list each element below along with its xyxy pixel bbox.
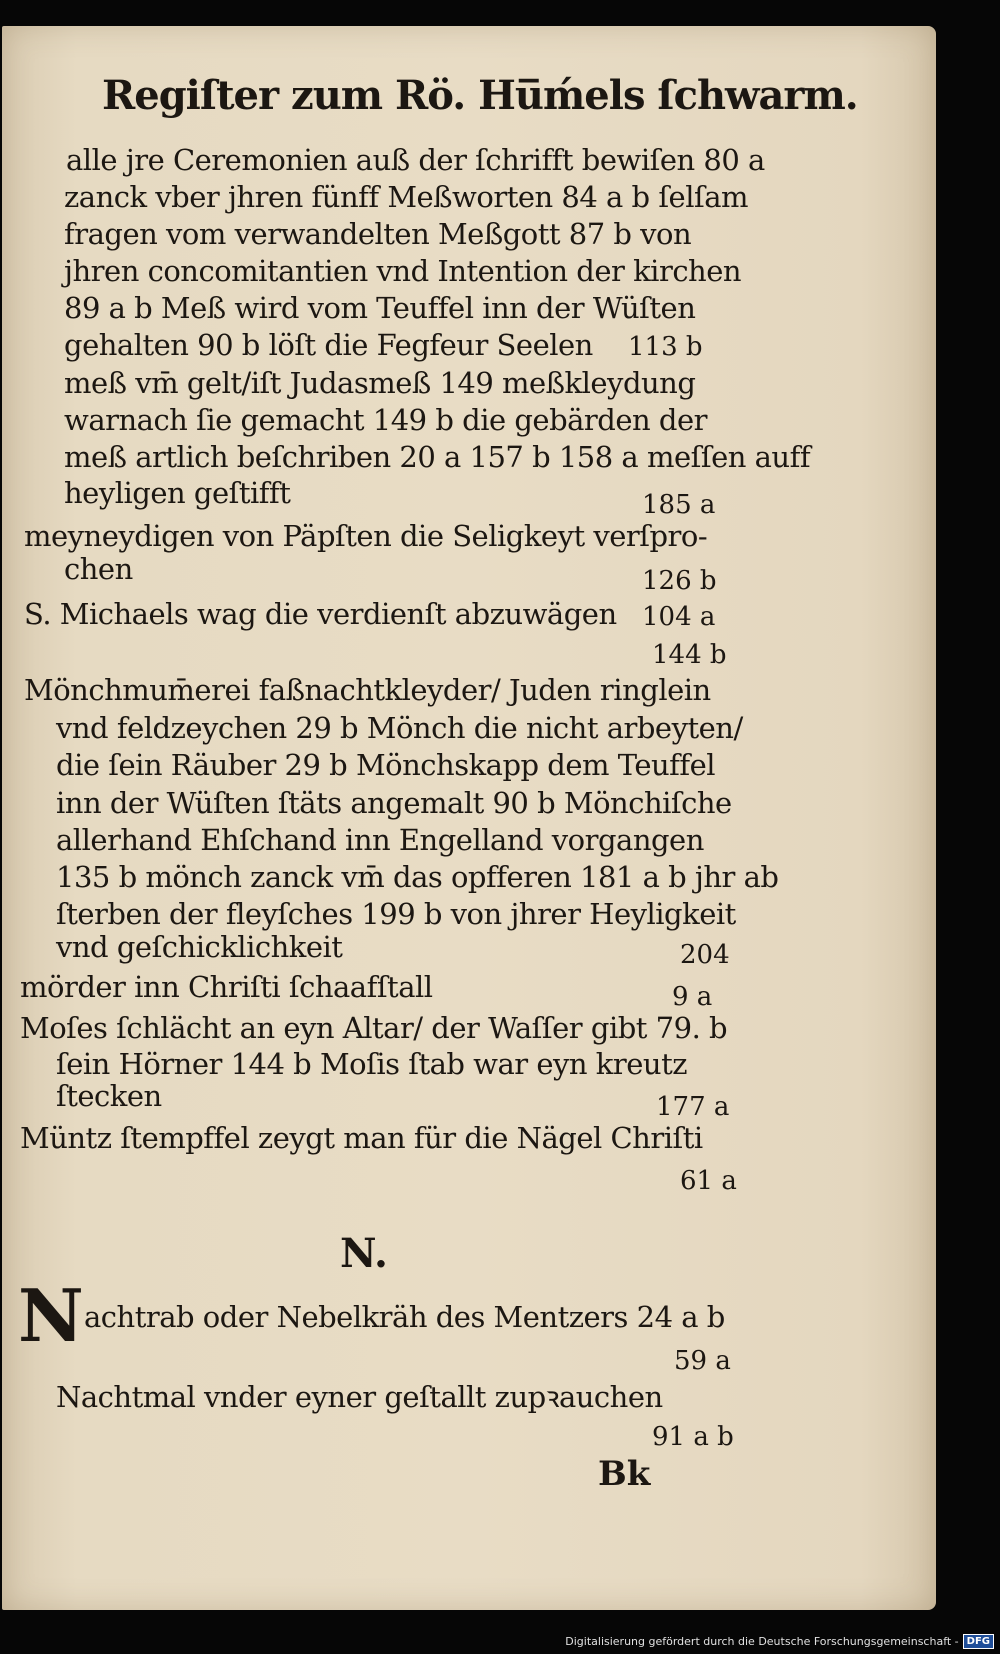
index-line: meyneydigen von Päpſten die Seligkeyt verſpro- (24, 519, 708, 553)
index-line: gehalten 90 b löſt die Fegfeur Seelen (64, 328, 593, 362)
index-line: die ſein Räuber 29 b Mönchskapp dem Teuffel (56, 748, 716, 782)
index-line: mörder inn Chriſti ſchaafſtall (20, 970, 433, 1004)
index-line: vnd geſchicklichkeit (56, 930, 343, 964)
catchword: Bk (598, 1454, 651, 1494)
index-line: Moſes ſchlächt an eyn Altar/ der Waſſer gibt 79. b (20, 1011, 728, 1045)
page-reference: 177 a (656, 1092, 730, 1122)
page-reference: 204 (680, 940, 730, 970)
page-text-area (2, 26, 936, 1610)
index-line: Nachtmal vnder eyner geſtallt zupꝛauchen (56, 1380, 663, 1414)
page-reference: 185 a (642, 490, 716, 520)
index-line: Müntz ſtempffel zeygt man für die Nägel Chriſti (20, 1121, 703, 1155)
page-reference: 113 b (628, 332, 703, 362)
book-page (2, 26, 936, 1610)
index-line: ſein Hörner 144 b Moſis ſtab war eyn kreutz (56, 1047, 688, 1081)
index-line: warnach ſie gemacht 149 b die gebärden der (64, 403, 707, 437)
index-line: S. Michaels wag die verdienſt abzuwägen (24, 597, 617, 631)
index-line: allerhand Ehſchand inn Engelland vorgangen (56, 823, 704, 857)
page-reference: 9 a (672, 982, 713, 1012)
index-line: meß vm̄ gelt/iſt Judasmeß 149 meßkleydung (64, 366, 696, 400)
page-reference: 104 a (642, 602, 716, 632)
index-line: inn der Wüſten ſtäts angemalt 90 b Mönchiſche (56, 786, 732, 820)
running-header: Regiſter zum Rö. Hu̅ḿels ſchwarm. (102, 72, 858, 119)
index-line: ſtecken (56, 1079, 162, 1113)
index-line: ſterben der fleyſches 199 b von jhrer Heyligkeit (56, 897, 736, 931)
page-reference: 61 a (680, 1166, 737, 1196)
index-line: jhren concomitantien vnd Intention der kirchen (64, 254, 742, 288)
page-reference: 126 b (642, 566, 717, 596)
index-line: meß artlich beſchriben 20 a 157 b 158 a meſſen auff (64, 440, 811, 474)
index-line: fragen vom verwandelten Meßgott 87 b von (64, 217, 692, 251)
index-line: alle jre Ceremonien auß der ſchrifft bewiſen 80 a (66, 143, 765, 177)
digitization-footer (565, 1630, 994, 1652)
index-line: achtrab oder Nebelkräh des Mentzers 24 a b (84, 1300, 725, 1334)
index-line: 89 a b Meß wird vom Teuffel inn der Wüſten (64, 291, 696, 325)
page-reference: 59 a (674, 1346, 731, 1376)
page-reference: 91 a b (652, 1422, 734, 1452)
footer-credit-text: Digitalisierung gefördert durch die Deutsche Forschungsgemeinschaft - (565, 1634, 959, 1648)
section-letter: N. (340, 1230, 388, 1277)
index-line: 135 b mönch zanck vm̄ das opfferen 181 a b jhr ab (56, 860, 779, 894)
index-line: heyligen geſtifft (64, 476, 291, 510)
drop-cap: N (18, 1273, 84, 1358)
index-line: zanck vber jhren fünff Meßworten 84 a b ſelſam (64, 180, 749, 214)
page-reference: 144 b (652, 640, 727, 670)
index-line: vnd feldzeychen 29 b Mönch die nicht arbeyten/ (56, 711, 743, 745)
dfg-logo: DFG (963, 1634, 994, 1649)
index-line: Mönchmum̄erei faßnachtkleyder/ Juden ringlein (24, 673, 711, 707)
index-line: chen (64, 552, 133, 586)
